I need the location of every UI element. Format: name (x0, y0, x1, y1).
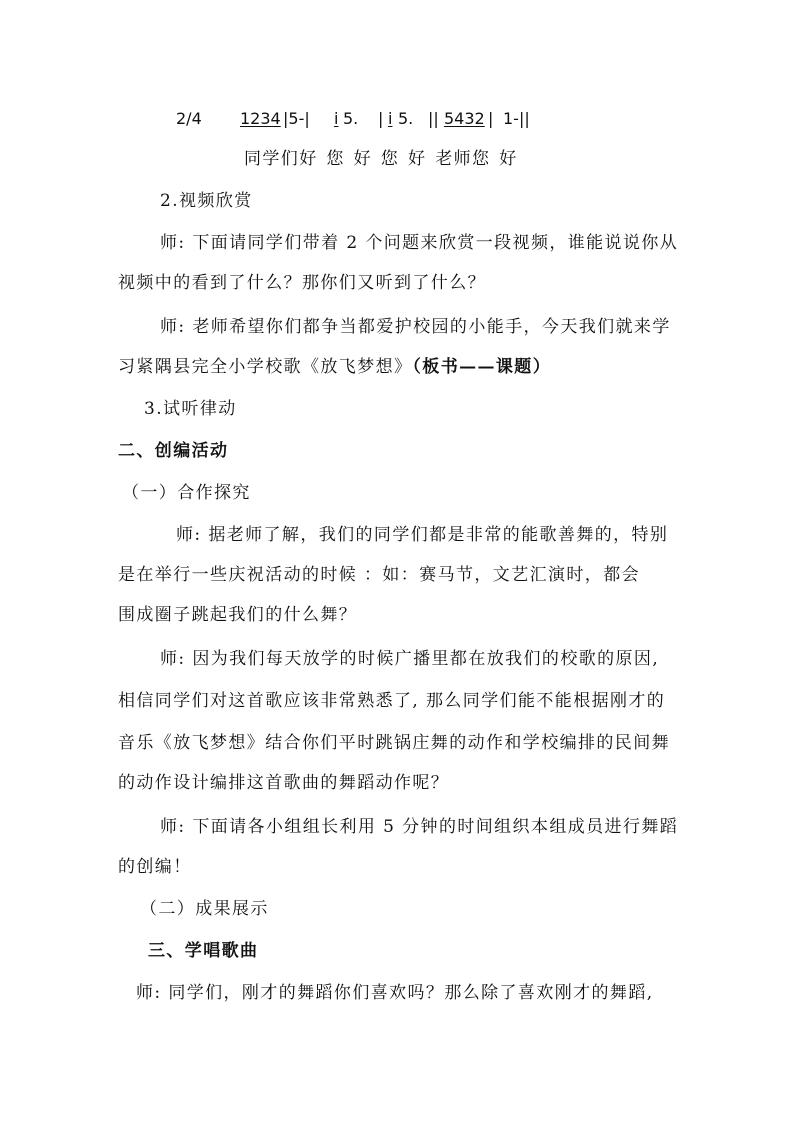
heading-creative-activity: 二、创编活动 (118, 441, 229, 461)
notation-measure-1: 1234 (240, 109, 281, 128)
paragraph-line: 师: 老师希望你们都争当都爱护校园的小能手，今天我们就来学 (160, 317, 671, 337)
music-notation (0, 108, 794, 132)
notation-measure-3-bar: | (378, 109, 384, 128)
paragraph-line (118, 356, 551, 378)
section-video-appreciation: 2.视频欣赏 (160, 191, 253, 211)
paragraph-line: 音乐《放飞梦想》结合你们平时跳锅庄舞的动作和学校编排的民间舞 (118, 733, 670, 753)
paragraph-line: 师: 下面请同学们带着 2 个问题来欣赏一段视频，谁能说说你从 (160, 233, 679, 253)
blackboard-note: （板书——课题） (412, 357, 552, 377)
subheading-results-display: （二）成果展示 (140, 899, 269, 919)
section-listening-rhythm: 3.试听律动 (144, 399, 237, 419)
paragraph-line: 的动作设计编排这首歌曲的舞蹈动作呢？ (118, 773, 450, 793)
paragraph-line: 视频中的看到了什么？那你们又听到了什么？ (118, 273, 486, 293)
notation-measure-4-end: | (488, 109, 494, 128)
notation-measure-5: 1-|| (503, 109, 530, 128)
lyrics-line: 同学们好 您 好 您 好 老师您 好 (244, 149, 518, 169)
paragraph-line: 的创编！ (118, 857, 192, 877)
paragraph-text: 习紧隅县完全小学校歌《放飞梦想》 (118, 357, 413, 377)
notation-measure-2-bar: |5-| (283, 109, 310, 128)
time-signature: 2/4 (176, 109, 202, 128)
notation-measure-2-high-note: i (334, 109, 339, 128)
paragraph-line: 相信同学们对这首歌应该非常熟悉了, 那么同学们能不能根据刚才的 (118, 691, 666, 711)
paragraph-line: 师: 据老师了解，我们的同学们都是非常的能歌善舞的，特别 (176, 525, 669, 545)
notation-measure-3-note: 5. (398, 109, 414, 128)
notation-measure-2-note: 5. (343, 109, 359, 128)
notation-measure-4: 5432 (444, 109, 485, 128)
paragraph-line: 师: 同学们，刚才的舞蹈你们喜欢吗？那么除了喜欢刚才的舞蹈, (136, 983, 654, 1003)
notation-measure-3-high-note: i (388, 109, 393, 128)
subheading-cooperative-inquiry: （一）合作探究 (122, 483, 251, 503)
paragraph-line: 围成圈子跳起我们的什么舞？ (118, 605, 358, 625)
paragraph-line: 师: 下面请各小组组长利用 5 分钟的时间组织本组成员进行舞蹈 (160, 817, 679, 837)
notation-measure-4-bar: || (428, 109, 439, 128)
heading-learn-to-sing: 三、学唱歌曲 (148, 941, 259, 961)
paragraph-line: 师: 因为我们每天放学的时候广播里都在放我们的校歌的原因, (160, 649, 660, 669)
paragraph-line: 是在举行一些庆祝活动的时候 ：如：赛马节，文艺汇演时，都会 (118, 565, 641, 585)
